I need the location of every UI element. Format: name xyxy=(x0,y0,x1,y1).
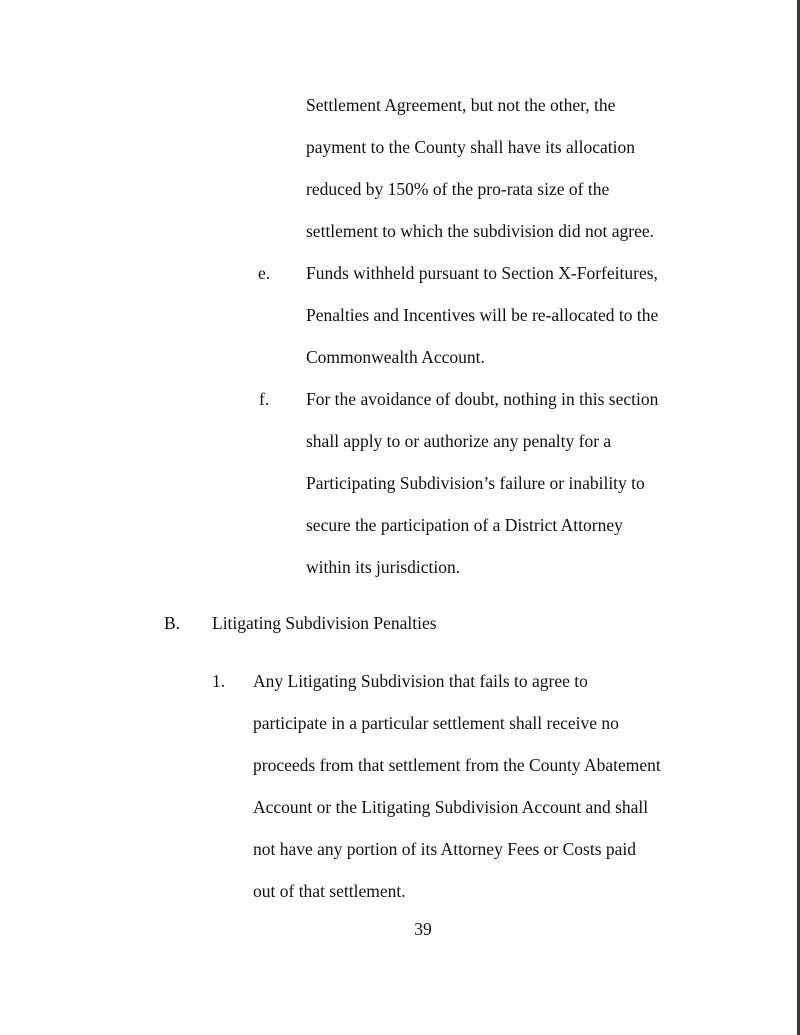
page-number: 39 xyxy=(414,919,432,939)
item-1-line: Account or the Litigating Subdivision Account and shall xyxy=(253,797,649,817)
item-f-line: Participating Subdivision’s failure or inability to xyxy=(306,473,645,493)
continuation-line: Settlement Agreement, but not the other, the xyxy=(306,95,616,115)
item-f-marker: f. xyxy=(259,389,270,409)
item-e-line: Funds withheld pursuant to Section X-Forfeitures, xyxy=(306,263,658,283)
item-1-line: proceeds from that settlement from the County Abatement xyxy=(253,755,661,775)
item-e-line: Commonwealth Account. xyxy=(306,347,485,367)
item-e-marker: e. xyxy=(258,263,271,283)
item-f-line: secure the participation of a District Attorney xyxy=(306,515,623,535)
item-1-line: Any Litigating Subdivision that fails to agree to xyxy=(253,671,588,691)
section-b-marker: B. xyxy=(164,613,181,633)
continuation-line: settlement to which the subdivision did not agree. xyxy=(306,221,654,241)
item-1-line: participate in a particular settlement shall receive no xyxy=(253,713,619,733)
continuation-line: payment to the County shall have its allocation xyxy=(306,137,636,157)
item-f-line: For the avoidance of doubt, nothing in this section xyxy=(306,389,659,409)
item-1-line: out of that settlement. xyxy=(253,881,406,901)
item-f-line: shall apply to or authorize any penalty for a xyxy=(306,431,612,451)
continuation-line: reduced by 150% of the pro-rata size of the xyxy=(306,179,610,199)
item-e-line: Penalties and Incentives will be re-allocated to the xyxy=(306,305,659,325)
section-b-heading: Litigating Subdivision Penalties xyxy=(212,613,437,633)
item-1-marker: 1. xyxy=(212,671,226,691)
item-f-line: within its jurisdiction. xyxy=(306,557,461,577)
item-1-line: not have any portion of its Attorney Fees or Costs paid xyxy=(253,839,637,859)
